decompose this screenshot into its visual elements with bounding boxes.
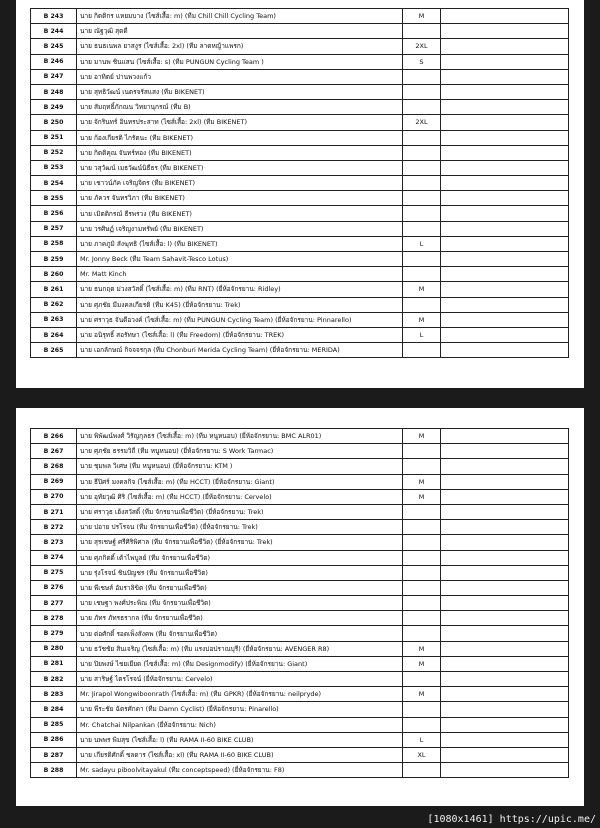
rider-name-cell: นาย จักรินทร์ อินทรประสาท (ไซส์เสื้อ: 2xl) (ทีม BIKENET) <box>77 115 403 130</box>
shirt-size-cell <box>403 221 441 236</box>
sheet-top <box>16 0 584 388</box>
table-row <box>31 327 569 342</box>
bib-code-cell: B 280 <box>31 641 77 656</box>
rider-name-cell: นาย อาทิตย์ ปานพวงแก้ว <box>77 69 403 84</box>
bib-code-cell: B 249 <box>31 100 77 115</box>
bib-code-cell: B 246 <box>31 54 77 69</box>
note-cell <box>441 504 569 519</box>
shirt-size-cell <box>403 580 441 595</box>
rider-name-cell: นาย รุ่งโรจน์ ชินปัญชร (ทีม จักรยานเพื่อชีวิต) <box>77 565 403 580</box>
note-cell <box>441 267 569 282</box>
bib-code-cell: B 288 <box>31 763 77 778</box>
shirt-size-cell <box>403 444 441 459</box>
shirt-size-cell: L <box>403 236 441 251</box>
note-cell <box>441 115 569 130</box>
table-row <box>31 297 569 312</box>
shirt-size-cell <box>403 550 441 565</box>
note-cell <box>441 444 569 459</box>
bib-code-cell: B 269 <box>31 474 77 489</box>
table-row <box>31 717 569 732</box>
shirt-size-cell <box>403 520 441 535</box>
note-cell <box>441 84 569 99</box>
shirt-size-cell: L <box>403 732 441 747</box>
shirt-size-cell <box>403 130 441 145</box>
shirt-size-cell: M <box>403 687 441 702</box>
note-cell <box>441 626 569 641</box>
table-row <box>31 312 569 327</box>
table-row <box>31 550 569 565</box>
rider-name-cell: Mr. Matt Kinch <box>77 267 403 282</box>
rider-name-cell: Mr. sadayu piboolvitayakul (ทีม conceptspeed) (ยี่ห้อจักรยาน: F8) <box>77 763 403 778</box>
rider-name-cell: นาย ศุภกิตติ์ เต้าไพบูลย์ (ทีม จักรยานเพื่อชีวิต) <box>77 550 403 565</box>
table-row <box>31 672 569 687</box>
shirt-size-cell <box>403 504 441 519</box>
note-cell <box>441 611 569 626</box>
table-row <box>31 69 569 84</box>
shirt-size-cell <box>403 459 441 474</box>
shirt-size-cell <box>403 596 441 611</box>
bib-code-cell: B 284 <box>31 702 77 717</box>
rider-name-cell: นาย เกียรติศักดิ์ ชลดาร (ไซส์เสื้อ: xl) (ทีม RAMA II-60 BIKE CLUB) <box>77 747 403 762</box>
bib-code-cell: B 264 <box>31 327 77 342</box>
bib-code-cell: B 263 <box>31 312 77 327</box>
shirt-size-cell <box>403 100 441 115</box>
bib-code-cell: B 255 <box>31 191 77 206</box>
shirt-size-cell <box>403 84 441 99</box>
note-cell <box>441 565 569 580</box>
rider-name-cell: นาย ศราวุธ จันดีอวงค์ (ไซส์เสื้อ: m) (ทีม PUNGUN Cycling Team) (ยี่ห้อจักรยาน: Pinnarello) <box>77 312 403 327</box>
note-cell <box>441 100 569 115</box>
roster-table-top <box>30 8 569 358</box>
watermark: [1080x1461] https://upic.me/ <box>427 814 596 825</box>
table-row <box>31 565 569 580</box>
bib-code-cell: B 245 <box>31 39 77 54</box>
bib-code-cell: B 251 <box>31 130 77 145</box>
bib-code-cell: B 274 <box>31 550 77 565</box>
shirt-size-cell: XL <box>403 747 441 762</box>
shirt-size-cell: 2XL <box>403 115 441 130</box>
rider-name-cell: นาย สุทธิวัฒน์ เนตรจรัสแสง (ทีม BIKENET) <box>77 84 403 99</box>
table-row <box>31 54 569 69</box>
note-cell <box>441 580 569 595</box>
bib-code-cell: B 258 <box>31 236 77 251</box>
note-cell <box>441 282 569 297</box>
shirt-size-cell <box>403 702 441 717</box>
note-cell <box>441 520 569 535</box>
table-row <box>31 252 569 267</box>
rider-name-cell: นาย กิตติกร แหยมบาง (ไซส์เสื้อ: m) (ทีม Chill Chill Cycling Team) <box>77 9 403 24</box>
bib-code-cell: B 260 <box>31 267 77 282</box>
table-row <box>31 236 569 251</box>
rider-name-cell: นาย ภัทร ภัทรธรากล (ทีม จักรยานเพื่อชีวิต) <box>77 611 403 626</box>
table-row <box>31 206 569 221</box>
bib-code-cell: B 256 <box>31 206 77 221</box>
shirt-size-cell <box>403 191 441 206</box>
table-row <box>31 702 569 717</box>
note-cell <box>441 489 569 504</box>
note-cell <box>441 459 569 474</box>
note-cell <box>441 54 569 69</box>
shirt-size-cell <box>403 160 441 175</box>
table-row <box>31 459 569 474</box>
bib-code-cell: B 253 <box>31 160 77 175</box>
rider-name-cell: นาย ก้องเกียรติ ไกรัตนะ (ทีม BIKENET) <box>77 130 403 145</box>
table-row <box>31 130 569 145</box>
note-cell <box>441 252 569 267</box>
rider-name-cell: นาย เมิตติกรณ์ ธีรพรวง (ทีม BIKENET) <box>77 206 403 221</box>
bib-code-cell: B 272 <box>31 520 77 535</box>
bib-code-cell: B 278 <box>31 611 77 626</box>
table-row <box>31 641 569 656</box>
table-row <box>31 504 569 519</box>
bib-code-cell: B 276 <box>31 580 77 595</box>
table-row <box>31 160 569 175</box>
rider-name-cell: Mr. Jirapol Wongwiboonrath (ไซส์เสื้อ: m) (ทีม GPKR) (ยี่ห้อจักรยาน: neilpryde) <box>77 687 403 702</box>
bib-code-cell: B 273 <box>31 535 77 550</box>
bib-code-cell: B 271 <box>31 504 77 519</box>
shirt-size-cell <box>403 69 441 84</box>
table-row <box>31 474 569 489</box>
note-cell <box>441 474 569 489</box>
table-row <box>31 84 569 99</box>
bib-code-cell: B 287 <box>31 747 77 762</box>
table-row <box>31 115 569 130</box>
note-cell <box>441 702 569 717</box>
shirt-size-cell <box>403 267 441 282</box>
bib-code-cell: B 261 <box>31 282 77 297</box>
note-cell <box>441 9 569 24</box>
rider-name-cell: นาย สัมฤทธิ์ภักณน วิทยานุกรณ์ (ทีม B) <box>77 100 403 115</box>
rider-name-cell: นาย เชาวน์ภัค เจริญจิตร (ทีม BIKENET) <box>77 176 403 191</box>
note-cell <box>441 69 569 84</box>
shirt-size-cell <box>403 626 441 641</box>
rider-name-cell: นาย เอกลักษณ์ กิจจจรกุล (ทีม Chonburi Merida Cycling Team) (ยี่ห้อจักรยาน: MERIDA) <box>77 343 403 358</box>
note-cell <box>441 236 569 251</box>
rider-name-cell: นาย วสุวัฒน์ เมธวัฒน์นิธีธร (ทีม BIKENET) <box>77 160 403 175</box>
table-row <box>31 39 569 54</box>
note-cell <box>441 176 569 191</box>
shirt-size-cell: M <box>403 474 441 489</box>
rider-name-cell: นาย อนิรุทธิ์ สอรัทษา (ไซส์เสื้อ: l) (ทีม Freedom) (ยี่ห้อจักรยาน: TREK) <box>77 327 403 342</box>
note-cell <box>441 39 569 54</box>
table-row <box>31 611 569 626</box>
rider-name-cell: นาย ปิยพงษ์ ไชยเยียด (ไซส์เสื้อ: m) (ทีม Designmodify) (ยี่ห้อจักรยาน: Giant) <box>77 656 403 671</box>
table-row <box>31 24 569 39</box>
table-row <box>31 535 569 550</box>
shirt-size-cell <box>403 672 441 687</box>
note-cell <box>441 206 569 221</box>
table-row <box>31 9 569 24</box>
bib-code-cell: B 250 <box>31 115 77 130</box>
bib-code-cell: B 243 <box>31 9 77 24</box>
rider-name-cell: นาย ชุมพล วิเศษ (ทีม หนูหนอบ) (ยี่ห้อจักรยาน: KTM ) <box>77 459 403 474</box>
note-cell <box>441 343 569 358</box>
shirt-size-cell <box>403 297 441 312</box>
note-cell <box>441 297 569 312</box>
shirt-size-cell: M <box>403 429 441 444</box>
bib-code-cell: B 244 <box>31 24 77 39</box>
shirt-size-cell <box>403 252 441 267</box>
bib-code-cell: B 248 <box>31 84 77 99</box>
table-row <box>31 489 569 504</box>
table-row <box>31 191 569 206</box>
bib-code-cell: B 254 <box>31 176 77 191</box>
bib-code-cell: B 277 <box>31 596 77 611</box>
rider-name-cell: นาย สุรเชษฐ์ ศรีศิริพิศาล (ทีม จักรยานเพื่อชีวิต) (ยี่ห้อจักรยาน: Trek) <box>77 535 403 550</box>
shirt-size-cell <box>403 565 441 580</box>
rider-name-cell: นาย สาริษฐ์ ไตรโรจน์ (ยี่ห้อจักรยาน: Cervelo) <box>77 672 403 687</box>
rider-name-cell: นาย วรศิษฏ์ เจริญงามทรัพย์ (ทีม BIKENET) <box>77 221 403 236</box>
shirt-size-cell <box>403 206 441 221</box>
shirt-size-cell: 2XL <box>403 39 441 54</box>
table-row <box>31 343 569 358</box>
rider-name-cell: นาย ธีปิศร์ มงคลกิจ (ไซส์เสื้อ: m) (ทีม HCCT) (ยี่ห้อจักรยาน: Giant) <box>77 474 403 489</box>
shirt-size-cell: M <box>403 641 441 656</box>
table-row <box>31 687 569 702</box>
bib-code-cell: B 275 <box>31 565 77 580</box>
bib-code-cell: B 285 <box>31 717 77 732</box>
shirt-size-cell: L <box>403 327 441 342</box>
rider-name-cell: นาย กิตติคุณ จันทร์ทอง (ทีม BIKENET) <box>77 145 403 160</box>
note-cell <box>441 145 569 160</box>
rider-name-cell: นาย นพพร พิมสุข (ไซส์เสื้อ: l) (ทีม RAMA II-60 BIKE CLUB) <box>77 732 403 747</box>
table-row <box>31 221 569 236</box>
bib-code-cell: B 286 <box>31 732 77 747</box>
table-row <box>31 444 569 459</box>
rider-name-cell: นาย ศุภชัย มีมงคลเกียรติ (ทีม K45) (ยี่ห้อจักรยาน: Trek) <box>77 297 403 312</box>
table-row <box>31 763 569 778</box>
rider-name-cell: นาย ต่อศักดิ์ รอดเพ็งสังคพ (ทีม จักรยานเพื่อชีวิต) <box>77 626 403 641</box>
shirt-size-cell <box>403 763 441 778</box>
table-row <box>31 100 569 115</box>
rider-name-cell: นาย มานพ ชินแสน (ไซส์เสื้อ: s) (ทีม PUNGUN Cycling Team ) <box>77 54 403 69</box>
rider-name-cell: นาย ภัควร จันทรวิภา (ทีม BIKENET) <box>77 191 403 206</box>
shirt-size-cell <box>403 717 441 732</box>
rider-name-cell: นาย อุทัยวุฒิ ศิริ (ไซส์เสื้อ: m) (ทีม HCCT) (ยี่ห้อจักรยาน: Cervelo) <box>77 489 403 504</box>
rider-name-cell: นาย พีระชัย ฉัตรศักดา (ทีม Damn Cyclist) (ยี่ห้อจักรยาน: Pinarello) <box>77 702 403 717</box>
note-cell <box>441 312 569 327</box>
shirt-size-cell <box>403 343 441 358</box>
table-row <box>31 596 569 611</box>
rider-name-cell: นาย ปอาย ปรโรจน (ทีม จักรยานเพื่อชีวิต) (ยี่ห้อจักรยาน: Trek) <box>77 520 403 535</box>
rider-name-cell: นาย ณัฐวุฒิ สุดดี <box>77 24 403 39</box>
bib-code-cell: B 283 <box>31 687 77 702</box>
shirt-size-cell: M <box>403 312 441 327</box>
bib-code-cell: B 282 <box>31 672 77 687</box>
bib-code-cell: B 252 <box>31 145 77 160</box>
table-row <box>31 656 569 671</box>
rider-name-cell: นาย ศราวุธ เฮ้งสวัสดิ์ (ทีม จักรยานเพื่อชีวิต) (ยี่ห้อจักรยาน: Trek) <box>77 504 403 519</box>
rider-name-cell: นาย พีเชษส์ อัมราลิขิต (ทีม จักรยานเพื่อชีวิต) <box>77 580 403 595</box>
note-cell <box>441 191 569 206</box>
rider-name-cell: นาย ธนธเนพล ยาสงูร (ไซส์เสื้อ: 2xl) (ทีม ลาดหญ้าแพรก) <box>77 39 403 54</box>
sheet-bottom <box>16 408 584 806</box>
rider-name-cell: นาย พิพัฒน์พงศ์ วิรัญกุลธร (ไซส์เสื้อ: m) (ทีม หนูหนอบ) (ยี่ห้อจักรยาน: BMC ALR01) <box>77 429 403 444</box>
shirt-size-cell <box>403 24 441 39</box>
rider-name-cell: นาย ศุภชัย ธรรมวิถี (ทีม หนูหนอบ) (ยี่ห้อจักรยาน: S Work Tarmac) <box>77 444 403 459</box>
bib-code-cell: B 268 <box>31 459 77 474</box>
shirt-size-cell <box>403 611 441 626</box>
bib-code-cell: B 259 <box>31 252 77 267</box>
table-row <box>31 732 569 747</box>
bib-code-cell: B 267 <box>31 444 77 459</box>
shirt-size-cell <box>403 145 441 160</box>
table-row <box>31 520 569 535</box>
bib-code-cell: B 262 <box>31 297 77 312</box>
roster-table-bottom <box>30 428 569 778</box>
note-cell <box>441 550 569 565</box>
table-row <box>31 429 569 444</box>
shirt-size-cell: M <box>403 489 441 504</box>
bib-code-cell: B 257 <box>31 221 77 236</box>
note-cell <box>441 641 569 656</box>
note-cell <box>441 747 569 762</box>
table-row <box>31 282 569 297</box>
table-row <box>31 176 569 191</box>
bib-code-cell: B 265 <box>31 343 77 358</box>
shirt-size-cell <box>403 535 441 550</box>
note-cell <box>441 535 569 550</box>
table-row <box>31 580 569 595</box>
rider-name-cell: นาย ธนกฤต ม่วงสวัสดิ์ (ไซส์เสื้อ: m) (ทีม RNT) (ยี่ห้อจักรยาน: Ridley) <box>77 282 403 297</box>
rider-name-cell: นาย เชษฐา พงศ์ประพิณ (ทีม จักรยานเพื่อชีวิต) <box>77 596 403 611</box>
note-cell <box>441 596 569 611</box>
shirt-size-cell: M <box>403 282 441 297</box>
shirt-size-cell: M <box>403 9 441 24</box>
note-cell <box>441 327 569 342</box>
note-cell <box>441 429 569 444</box>
shirt-size-cell: S <box>403 54 441 69</box>
note-cell <box>441 763 569 778</box>
shirt-size-cell <box>403 176 441 191</box>
bib-code-cell: B 281 <box>31 656 77 671</box>
rider-name-cell: Mr. Chatchai Nilpankan (ยี่ห้อจักรยาน: Nich) <box>77 717 403 732</box>
bib-code-cell: B 266 <box>31 429 77 444</box>
note-cell <box>441 732 569 747</box>
note-cell <box>441 160 569 175</box>
bib-code-cell: B 279 <box>31 626 77 641</box>
rider-name-cell: Mr. Jonny Beck (ทีม Team Sahavit-Tesco Lotus) <box>77 252 403 267</box>
table-row <box>31 145 569 160</box>
note-cell <box>441 221 569 236</box>
shirt-size-cell: M <box>403 656 441 671</box>
table-row <box>31 626 569 641</box>
rider-name-cell: นาย ภาคภูมิ สังฆุทธิ (ไซส์เสื้อ: l) (ทีม BIKENET) <box>77 236 403 251</box>
table-row <box>31 747 569 762</box>
note-cell <box>441 717 569 732</box>
note-cell <box>441 672 569 687</box>
table-row <box>31 267 569 282</box>
note-cell <box>441 656 569 671</box>
note-cell <box>441 24 569 39</box>
bib-code-cell: B 247 <box>31 69 77 84</box>
rider-name-cell: นาย ธวัชชัย สินเจริญ (ไซส์เสื้อ: m) (ทีม แรงบ่อปราณบุรี) (ยี่ห้อจักรยาน: AVENGER R8) <box>77 641 403 656</box>
note-cell <box>441 130 569 145</box>
bib-code-cell: B 270 <box>31 489 77 504</box>
note-cell <box>441 687 569 702</box>
